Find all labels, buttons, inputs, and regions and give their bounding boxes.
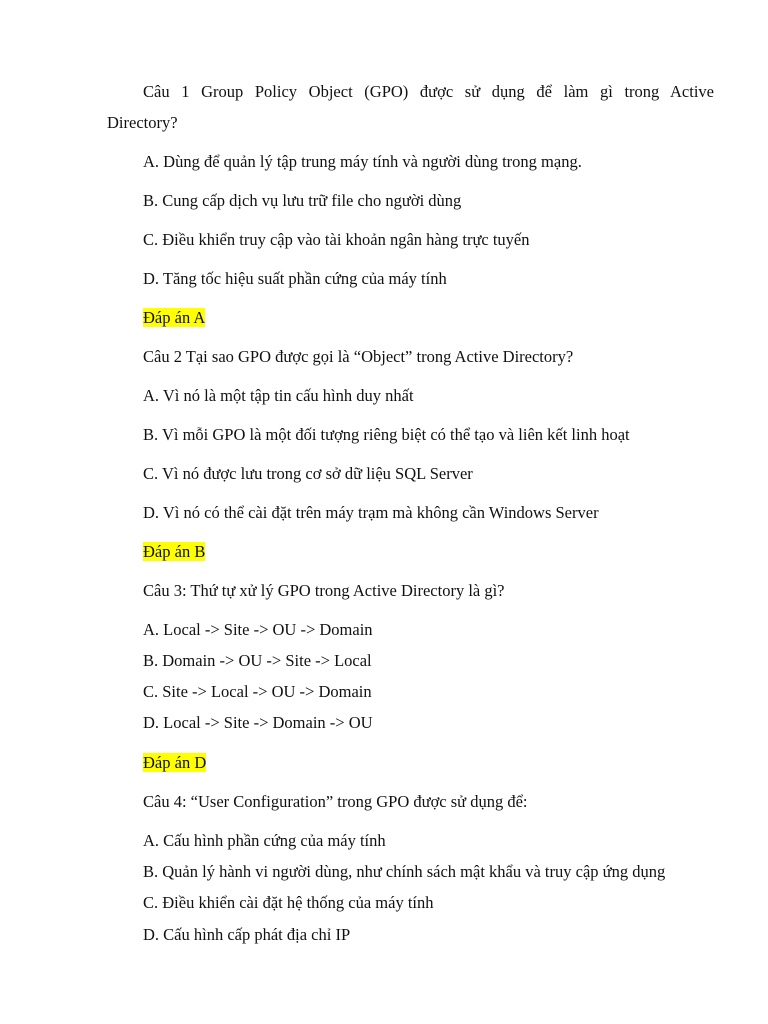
question-1-text-line1: Câu 1 Group Policy Object (GPO) được sử dụng để làm gì trong Active <box>143 82 714 101</box>
question-2-option-c: C. Vì nó được lưu trong cơ sở dữ liệu SQL Server <box>143 464 473 483</box>
question-2-option-b: B. Vì mỗi GPO là một đối tượng riêng biệt có thể tạo và liên kết linh hoạt <box>143 425 630 444</box>
question-1-option-c: C. Điều khiển truy cập vào tài khoản ngân hàng trực tuyến <box>143 230 530 249</box>
question-2-option-d: D. Vì nó có thể cài đặt trên máy trạm mà không cần Windows Server <box>143 503 599 522</box>
question-3-option-d: D. Local -> Site -> Domain -> OU <box>143 713 373 732</box>
question-4-option-c: C. Điều khiển cài đặt hệ thống của máy tính <box>143 893 434 912</box>
question-1-option-d: D. Tăng tốc hiệu suất phần cứng của máy tính <box>143 269 447 288</box>
question-4-text: Câu 4: “User Configuration” trong GPO được sử dụng để: <box>143 792 528 811</box>
question-3-option-a: A. Local -> Site -> OU -> Domain <box>143 620 373 639</box>
answer-highlight: Đáp án D <box>143 753 207 772</box>
question-3-text: Câu 3: Thứ tự xử lý GPO trong Active Directory là gì? <box>143 581 505 600</box>
question-4-option-a: A. Cấu hình phần cứng của máy tính <box>143 831 386 850</box>
question-3-option-b: B. Domain -> OU -> Site -> Local <box>143 651 372 670</box>
question-1-text-line2: Directory? <box>107 113 178 132</box>
question-2-option-a: A. Vì nó là một tập tin cấu hình duy nhất <box>143 386 414 405</box>
question-2-text: Câu 2 Tại sao GPO được gọi là “Object” trong Active Directory? <box>143 347 574 366</box>
question-1-option-a: A. Dùng để quản lý tập trung máy tính và người dùng trong mạng. <box>143 152 582 171</box>
question-3-option-c: C. Site -> Local -> OU -> Domain <box>143 682 372 701</box>
question-1-option-b: B. Cung cấp dịch vụ lưu trữ file cho người dùng <box>143 191 462 210</box>
question-2-answer <box>143 542 205 562</box>
question-1-answer <box>143 308 205 328</box>
question-3-answer <box>143 753 206 773</box>
question-4-option-d: D. Cấu hình cấp phát địa chỉ IP <box>143 925 351 944</box>
answer-highlight: Đáp án B <box>143 542 206 561</box>
answer-highlight: Đáp án A <box>143 308 206 327</box>
question-4-option-b: B. Quản lý hành vi người dùng, như chính sách mật khẩu và truy cập ứng dụng <box>143 862 666 881</box>
